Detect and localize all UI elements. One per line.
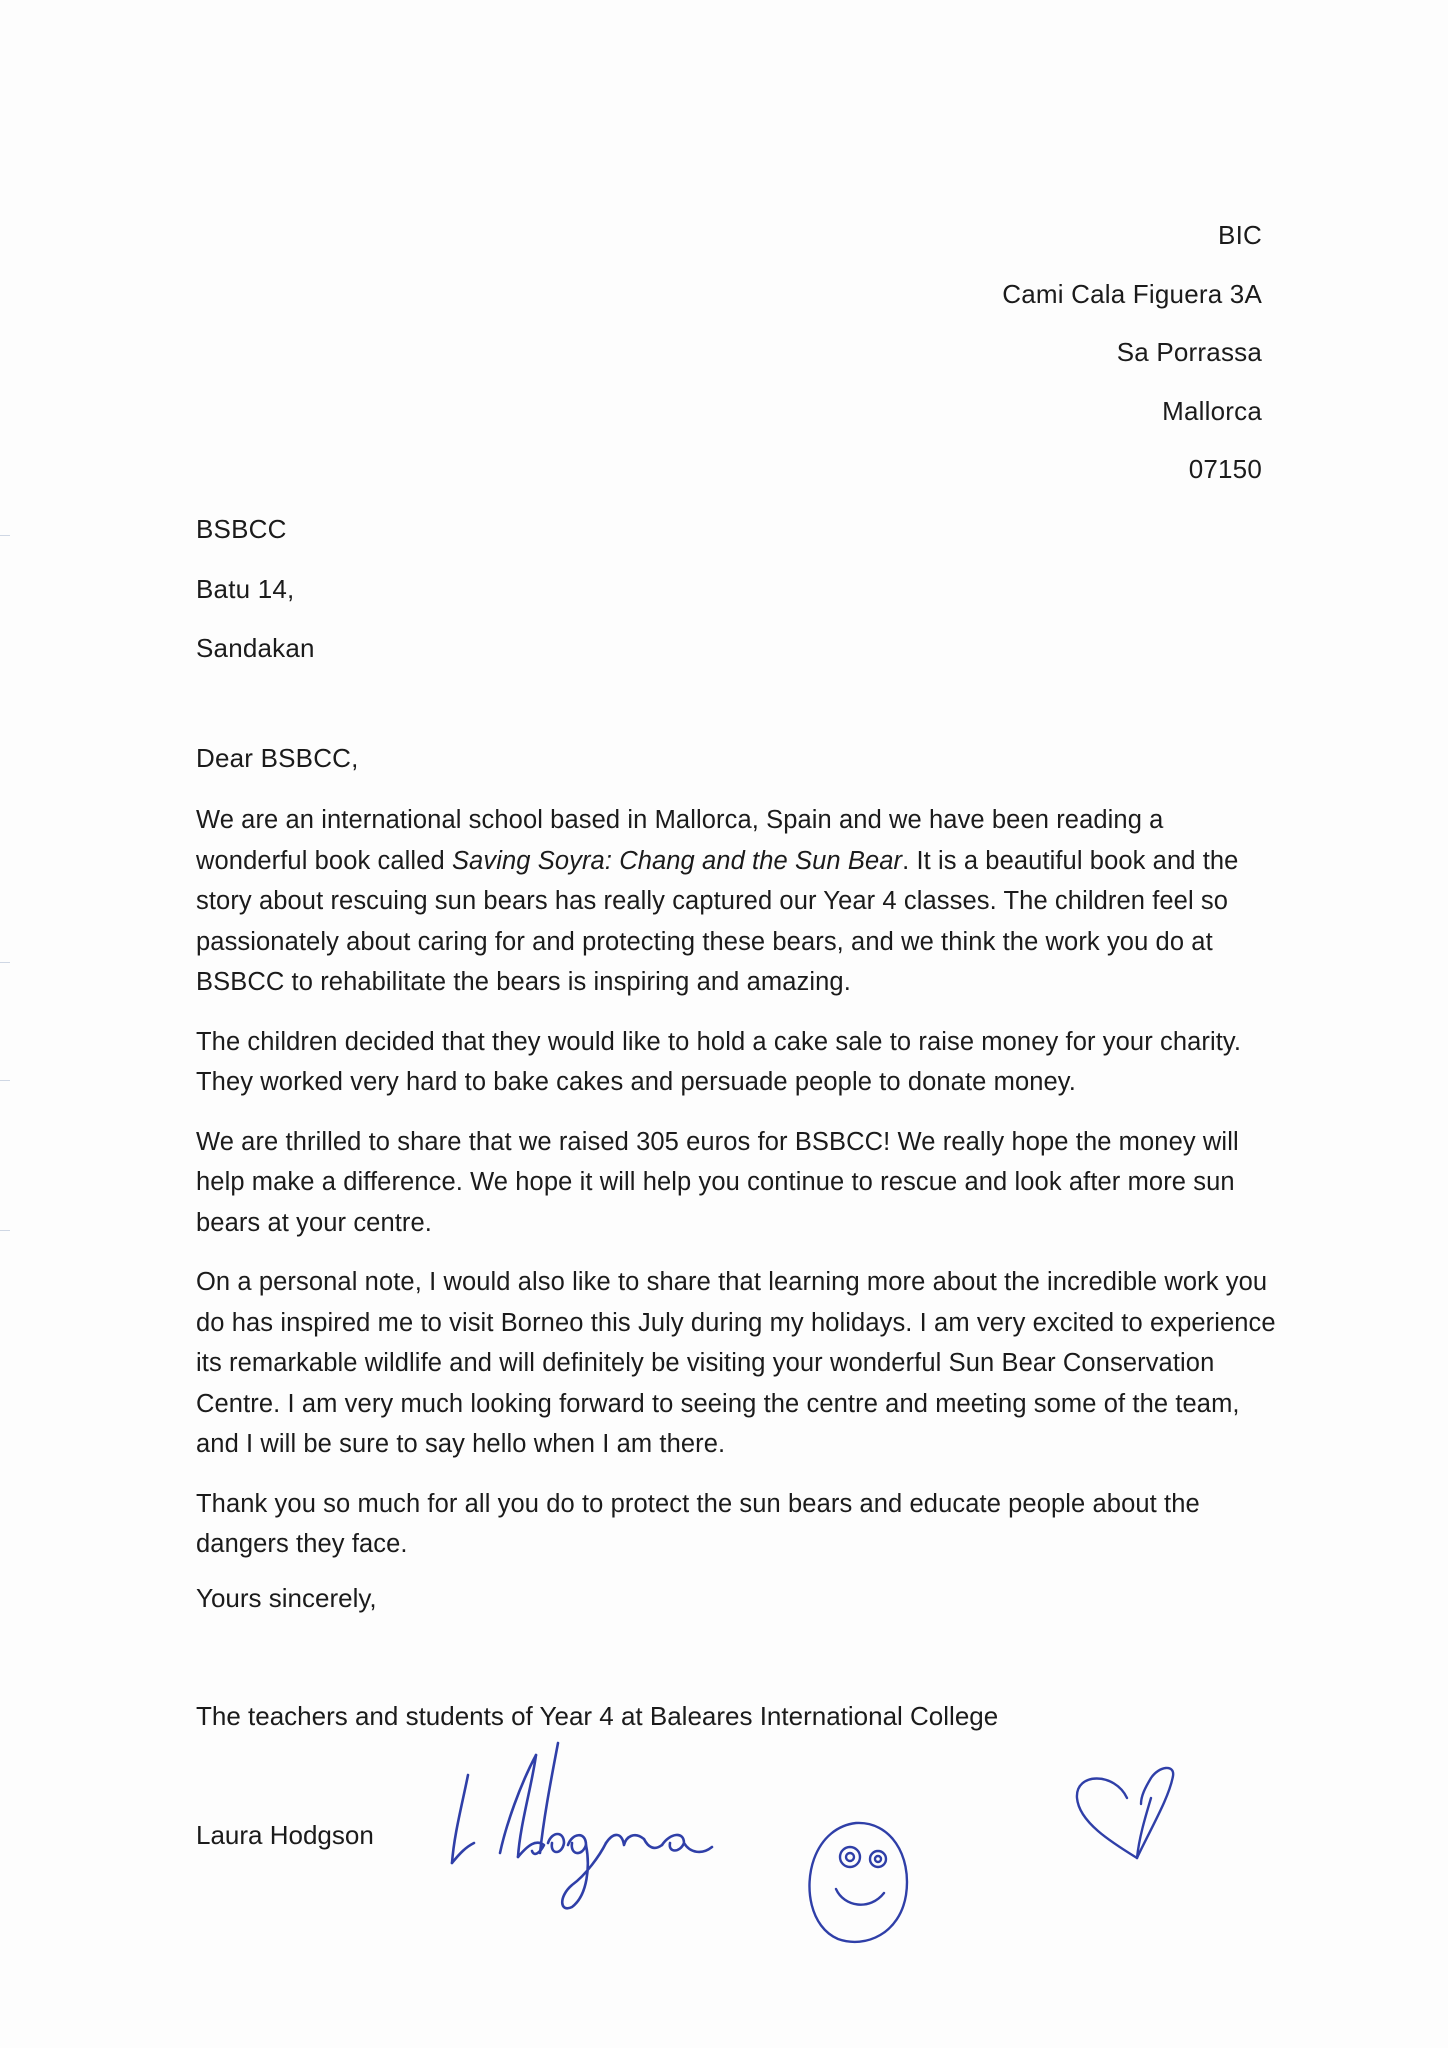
letter-body <box>196 800 1276 1584</box>
paragraph-1-end: . It is a beautiful book and the story about rescuing sun bears has really captured our Year 4 classes. The children feel so passionately about caring for and protecting these bears, and we think the work you do at BSBCC to rehabilitate the bears is inspiring and amazing. <box>196 846 1239 996</box>
sender-name: BIC <box>1218 220 1262 250</box>
recipient-name: BSBCC <box>196 514 287 544</box>
salutation: Dear BSBCC, <box>196 743 359 773</box>
closing: Yours sincerely, <box>196 1583 377 1613</box>
heart-doodle <box>1065 1758 1195 1868</box>
signoff-line: The teachers and students of Year 4 at Baleares International College <box>196 1701 999 1731</box>
scan-mark <box>0 1080 10 1081</box>
paragraph-4: On a personal note, I would also like to share that learning more about the incredible work you do has inspired me to visit Borneo this July during my holidays. I am very excited to experience its remarkable wildlife and will definitely be visiting your wonderful Sun Bear Conservation Centre. I am very much looking forward to seeing the centre and meeting some of the team, and I will be sure to say hello when I am there. <box>196 1268 1276 1458</box>
paragraph-5: Thank you so much for all you do to protect the sun bears and educate people about the dangers they face. <box>196 1489 1200 1558</box>
recipient-street: Batu 14, <box>196 573 295 604</box>
scan-mark <box>0 962 10 963</box>
scan-mark <box>0 1230 10 1231</box>
sender-postcode: 07150 <box>1188 454 1262 484</box>
signer-name: Laura Hodgson <box>196 1820 374 1850</box>
scan-mark <box>0 535 10 536</box>
sender-area: Sa Porrassa <box>1116 337 1262 367</box>
book-title: Saving Soyra: Chang and the Sun Bear <box>451 846 903 875</box>
paragraph-3: We are thrilled to share that we raised 305 euros for BSBCC! We really hope the money will help make a difference. We hope it will help you continue to rescue and look after more sun bears at your centre. <box>196 1127 1239 1237</box>
paragraph-1-start: We are an international school based in Mallorca, Spain and we have been reading a wonderful book called <box>196 806 1164 875</box>
paragraph-1 <box>196 800 1276 1003</box>
recipient-address <box>196 500 315 679</box>
smiley-face-doodle <box>800 1815 920 1955</box>
sender-island: Mallorca <box>1162 395 1262 426</box>
sender-address <box>1002 206 1262 499</box>
recipient-city: Sandakan <box>196 633 315 663</box>
handwritten-signature <box>440 1735 740 1915</box>
sender-street: Cami Cala Figuera 3A <box>1002 278 1262 309</box>
paragraph-2: The children decided that they would like to hold a cake sale to raise money for your charity. They worked very hard to bake cakes and persuade people to donate money. <box>196 1027 1242 1096</box>
